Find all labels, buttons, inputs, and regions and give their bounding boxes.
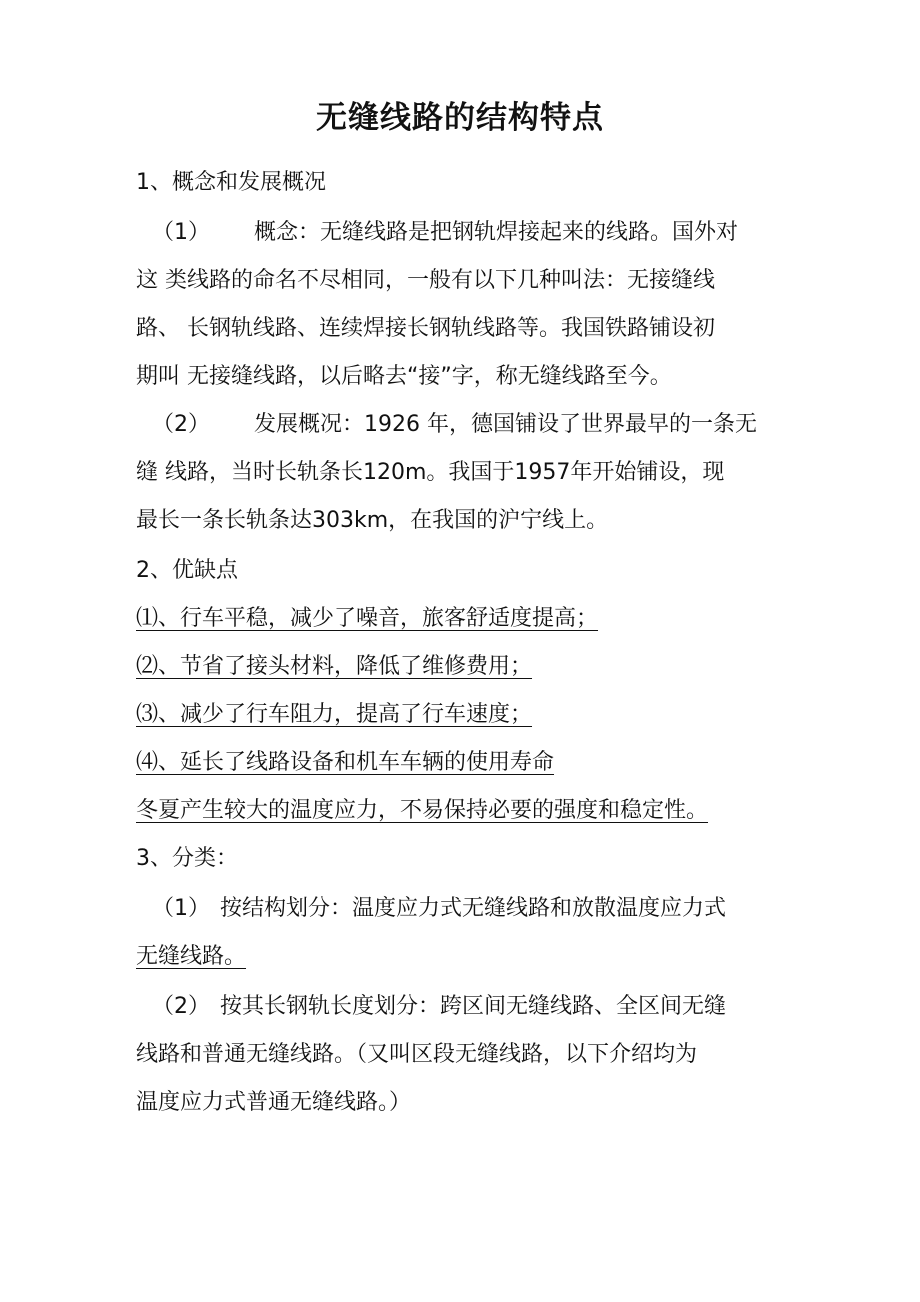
section-1-item-2-line-2: 缝 线路，当时长轨条长120m。我国于1957年开始铺设，现 — [136, 460, 725, 485]
page-title: 无缝线路的结构特点 — [316, 100, 604, 136]
item-label: （2） — [152, 412, 210, 437]
section-1-item-1-line-1 — [152, 218, 738, 248]
disadvantage-item: 冬夏产生较大的温度应力，不易保持必要的强度和稳定性。 — [136, 798, 709, 823]
section-3-item-2-line-2: 线路和普通无缝线路。（又叫区段无缝线路，以下介绍均为 — [136, 1042, 698, 1067]
paragraph-text: 概念：无缝线路是把钢轨焊接起来的线路。国外对 — [254, 220, 739, 245]
section-3-heading: 3、分类： — [136, 846, 238, 871]
section-1-item-2-line-3: 最长一条长轨条达303km，在我国的沪宁线上。 — [136, 508, 609, 533]
section-3-item-1-line-2: 无缝线路。 — [136, 944, 247, 969]
paragraph-text: 按其长钢轨长度划分：跨区间无缝线路、全区间无缝 — [220, 994, 727, 1019]
section-3-item-2-line-3: 温度应力式普通无缝线路。） — [136, 1090, 412, 1115]
advantage-item-4: ⑷、延长了线路设备和机车车辆的使用寿命 — [136, 750, 555, 775]
paragraph-text: 按结构划分：温度应力式无缝线路和放散温度应力式 — [220, 896, 727, 921]
advantage-item-3: ⑶、减少了行车阻力，提高了行车速度； — [136, 702, 533, 727]
paragraph-text: 发展概况：1926 年，德国铺设了世界最早的一条无 — [254, 412, 757, 437]
section-3-item-1-line-1 — [152, 894, 726, 924]
section-1-item-1-line-2: 这 类线路的命名不尽相同，一般有以下几种叫法：无接缝线 — [136, 268, 715, 293]
section-1-heading: 1、概念和发展概况 — [136, 170, 326, 195]
advantage-item-2: ⑵、节省了接头材料，降低了维修费用； — [136, 654, 533, 679]
section-1-item-2-line-1 — [152, 410, 757, 440]
item-label: （2） — [152, 994, 210, 1019]
section-1-item-1-line-3: 路、 长钢轨线路、连续焊接长钢轨线路等。我国铁路铺设初 — [136, 316, 715, 341]
section-2-heading: 2、优缺点 — [136, 558, 238, 583]
section-1-item-1-line-4: 期叫 无接缝线路，以后略去“接”字，称无缝线路至今。 — [136, 364, 672, 389]
item-label: （1） — [152, 896, 210, 921]
section-3-item-2-line-1 — [152, 992, 726, 1022]
advantage-item-1: ⑴、行车平稳，减少了噪音，旅客舒适度提高； — [136, 606, 599, 631]
item-label: （1） — [152, 220, 210, 245]
